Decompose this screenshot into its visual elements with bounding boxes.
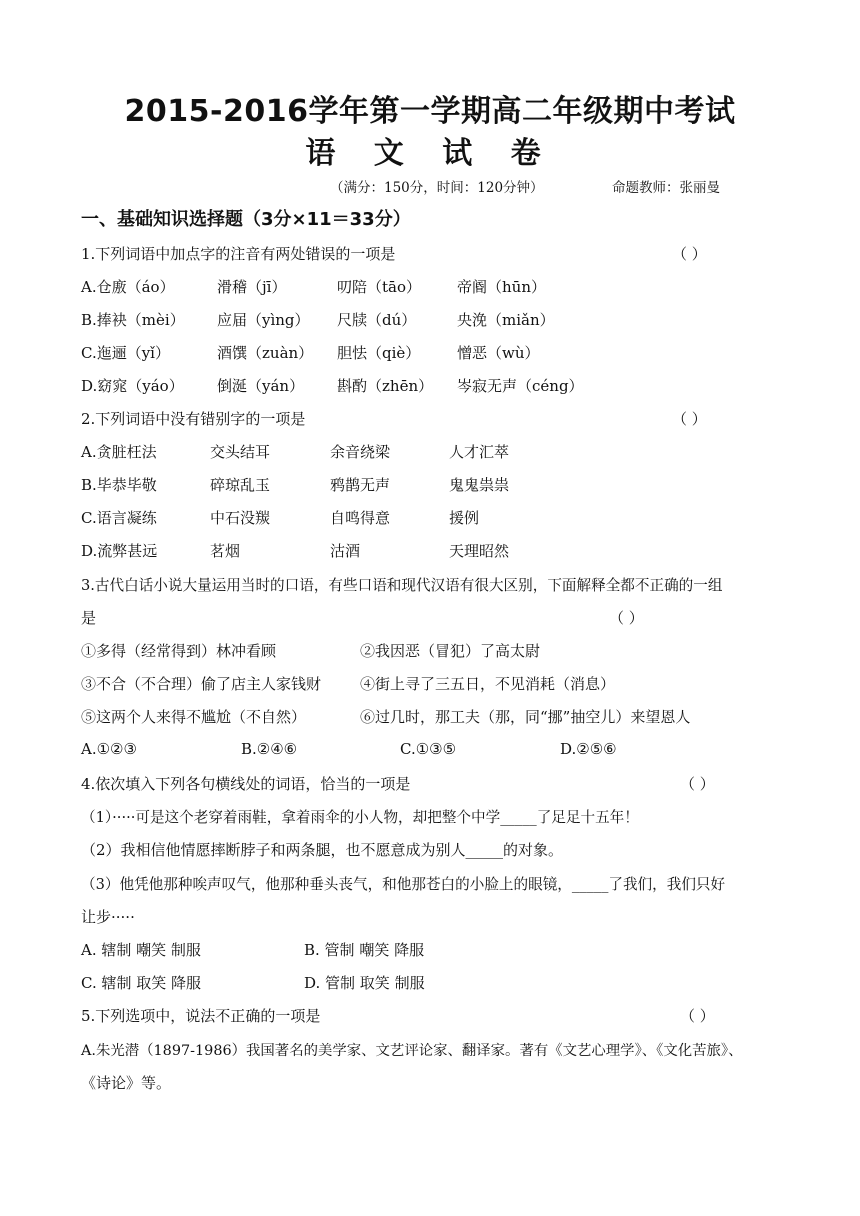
q3-item6: ⑥过几时，那工夫（那，同“挪”抽空儿）来望恩人 xyxy=(360,708,691,726)
q2-stem: 2.下列词语中没有错别字的一项是 xyxy=(81,410,306,428)
q5-option-a-line1: A.朱光潜（1897-1986）我国著名的美学家、文艺评论家、翻译家。著有《文艺心理学》、《文化苦旅》、 xyxy=(81,1043,743,1059)
q2-c-item3: 自鸣得意 xyxy=(330,509,391,527)
q4-sentence3-line2: 让步····· xyxy=(81,908,135,926)
q4-option-c: C. 辖制 取笑 降服 xyxy=(81,974,202,992)
q4-option-b: B. 管制 嘲笑 降服 xyxy=(304,941,425,959)
q1-c-item3: 胆怯（qiè） xyxy=(337,344,421,362)
q4-option-a: A. 辖制 嘲笑 制服 xyxy=(81,941,201,959)
q1-b-item1: B.捧袂（mèi） xyxy=(81,311,185,329)
q2-c-item2: 中石没羰 xyxy=(210,509,271,527)
q3-option-a: A.①②③ xyxy=(81,740,137,758)
q4-option-d: D. 管制 取笑 制服 xyxy=(304,974,425,992)
q1-c-item2: 酒馔（zuàn） xyxy=(217,344,314,362)
q2-a-item2: 交头结耳 xyxy=(210,443,271,461)
q2-c-item4: 援例 xyxy=(449,509,480,527)
q3-item3: ③不合（不合理）偷了店主人家钱财 xyxy=(81,675,322,693)
q2-b-item3: 鸦鹊无声 xyxy=(330,476,391,494)
q3-stem-line2: 是 xyxy=(81,609,97,627)
q2-a-item4: 人才汇萃 xyxy=(449,443,510,461)
q4-stem: 4.依次填入下列各句横线处的词语，恰当的一项是 xyxy=(81,775,411,793)
q3-answer-blank: （ ） xyxy=(609,609,644,627)
q4-answer-blank: （ ） xyxy=(680,775,715,793)
q2-answer-blank: （ ） xyxy=(672,410,707,428)
q4-sentence1: （1）·····可是这个老穿着雨鞋，拿着雨伞的小人物，却把整个中学_____了足足十五年！ xyxy=(81,809,639,826)
q3-option-c: C.①③⑤ xyxy=(400,740,457,758)
q3-stem-line1: 3.古代白话小说大量运用当时的口语，有些口语和现代汉语有很大区别，下面解释全都不正确的一组 xyxy=(81,577,723,594)
q4-sentence3-line1: （3）他凭他那种唉声叹气，他那种垂头丧气，和他那苍白的小脸上的眼镜，_____了我们，我们只好 xyxy=(81,876,726,893)
q1-c-item1: C.迤逦（yǐ） xyxy=(81,344,170,362)
q3-item2: ②我因恶（冒犯）了高太尉 xyxy=(360,642,541,660)
exam-title: 2015-2016学年第一学期高二年级期中考试 xyxy=(124,94,736,129)
q2-b-item2: 碎琼乱玉 xyxy=(210,476,271,494)
q2-d-item1: D.流弊甚远 xyxy=(81,542,158,560)
q1-c-item4: 憎恶（wù） xyxy=(457,344,540,362)
q3-item4: ④街上寻了三五日，不见消耗（消息） xyxy=(360,675,616,693)
q2-a-item3: 余音绕梁 xyxy=(330,443,391,461)
q3-item1: ①多得（经常得到）林冲看顾 xyxy=(81,642,277,660)
q1-d-item1: D.窈窕（yáo） xyxy=(81,377,184,395)
q1-answer-blank: （ ） xyxy=(672,245,707,263)
q3-option-d: D.②⑤⑥ xyxy=(560,740,617,758)
q3-item5: ⑤这两个人来得不尴尬（不自然） xyxy=(81,708,307,726)
q1-b-item4: 央浼（miǎn） xyxy=(457,311,555,329)
q1-b-item2: 应届（yìng） xyxy=(217,311,310,329)
q2-a-item1: A.贪脏枉法 xyxy=(81,443,157,461)
exam-subtitle: 语 文 试 卷 xyxy=(305,136,555,171)
q2-c-item1: C.语言凝练 xyxy=(81,509,157,527)
q3-option-b: B.②④⑥ xyxy=(241,740,298,758)
q1-a-item4: 帝阍（hūn） xyxy=(457,278,546,296)
score-time-info: （满分：150分，时间：120分钟） xyxy=(330,180,544,196)
section-heading: 一、基础知识选择题（3分×11＝33分） xyxy=(81,209,411,230)
q1-d-item3: 斟酌（zhēn） xyxy=(337,377,434,395)
q2-d-item4: 天理昭然 xyxy=(449,542,510,560)
q1-b-item3: 尺牍（dú） xyxy=(337,311,417,329)
q1-d-item2: 倒涎（yán） xyxy=(217,377,305,395)
q1-a-item3: 叨陪（tāo） xyxy=(337,278,422,296)
q5-stem: 5.下列选项中，说法不正确的一项是 xyxy=(81,1007,321,1025)
q2-b-item4: 鬼鬼祟祟 xyxy=(449,476,510,494)
q2-d-item3: 沽酒 xyxy=(330,542,361,560)
q4-sentence2: （2）我相信他情愿摔断脖子和两条腿，也不愿意成为别人_____的对象。 xyxy=(81,841,564,859)
q1-a-item2: 滑稽（jī） xyxy=(217,278,287,296)
q1-d-item4: 岑寂无声（céng） xyxy=(457,377,584,395)
q5-answer-blank: （ ） xyxy=(680,1007,715,1025)
q1-a-item1: A.仓廒（áo） xyxy=(81,278,175,296)
teacher-info: 命题教师：张丽曼 xyxy=(612,180,720,196)
q5-option-a-line2: 《诗论》等。 xyxy=(81,1074,172,1092)
q2-b-item1: B.毕恭毕敬 xyxy=(81,476,157,494)
q2-d-item2: 茗烟 xyxy=(210,542,241,560)
q1-stem: 1.下列词语中加点字的注音有两处错误的一项是 xyxy=(81,245,396,263)
